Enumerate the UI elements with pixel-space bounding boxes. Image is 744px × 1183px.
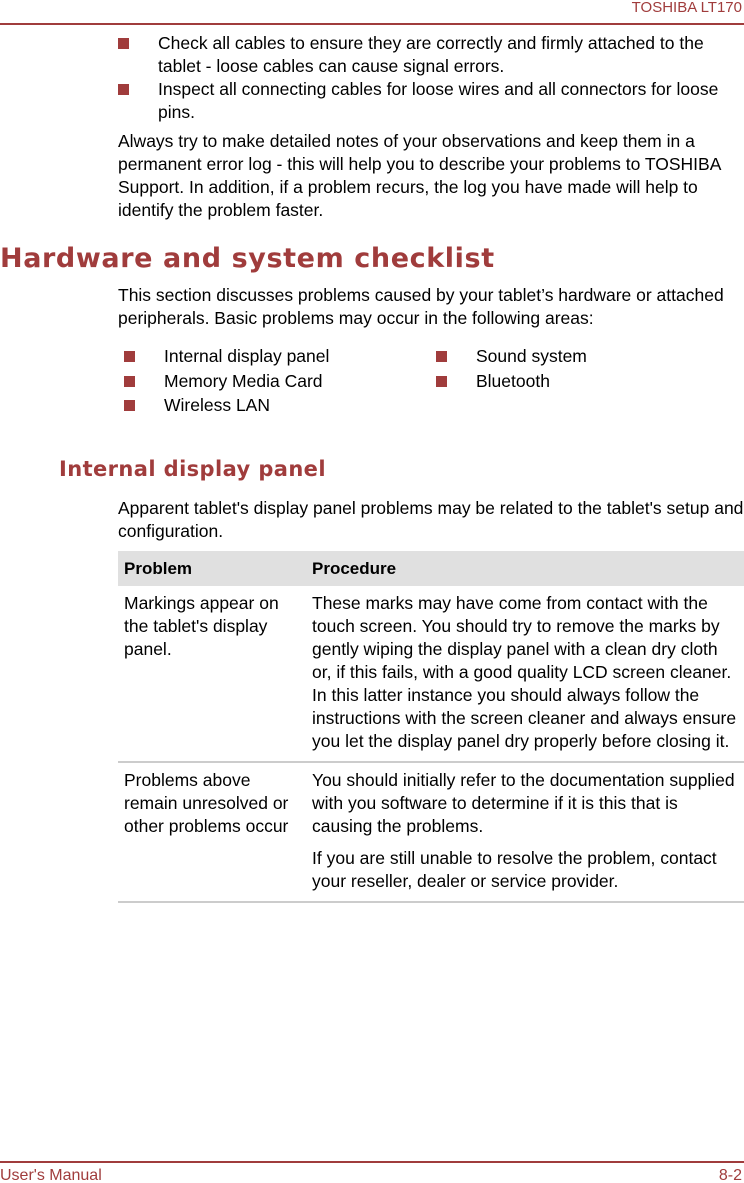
procedure-cell [306, 762, 744, 902]
list-item [124, 369, 329, 394]
procedure-text: These marks may have come from contact with the touch screen. You should try to remove the marks by gently wiping the display panel with a clean dry cloth or, if this fails, with a good quality LCD screen cleaner. In this latter instance you should always follow the instructions with the screen cleaner and always ensure you let the display panel dry properly before closing it. [312, 593, 737, 751]
header-rule [0, 23, 744, 25]
area-label: Wireless LAN [164, 395, 270, 415]
list-item [118, 78, 744, 124]
square-bullet-icon [118, 84, 129, 95]
footer-manual-title: User's Manual [0, 1167, 102, 1183]
list-item-text: Check all cables to ensure they are correctly and firmly attached to the tablet - loose cables can cause signal errors. [158, 33, 704, 76]
subsection-intro: Apparent tablet's display panel problems may be related to the tablet's setup and configuration. [118, 498, 744, 541]
section-heading: Hardware and system checklist [0, 243, 495, 274]
footer-rule [0, 1161, 744, 1163]
list-item [436, 344, 587, 369]
area-label: Internal display panel [164, 346, 330, 366]
error-log-paragraph: Always try to make detailed notes of your observations and keep them in a permanent error log - this will help you to describe your problems to TOSHIBA Support. In addition, if a problem recurs, the log you have made will help to identify the problem faster. [118, 131, 721, 220]
square-bullet-icon [124, 376, 135, 387]
list-item-text: Inspect all connecting cables for loose wires and all connectors for loose pins. [158, 79, 719, 122]
square-bullet-icon [436, 376, 447, 387]
section-intro: This section discusses problems caused by your tablet’s hardware or attached peripherals. Basic problems may occur in the following areas: [118, 285, 724, 328]
list-item [124, 344, 329, 369]
area-label: Bluetooth [476, 370, 550, 391]
square-bullet-icon [124, 400, 135, 411]
procedure-text: If you are still unable to resolve the problem, contact your reseller, dealer or service provider. [312, 848, 717, 891]
square-bullet-icon [436, 351, 447, 362]
list-item [436, 369, 587, 394]
list-item [118, 32, 744, 78]
cable-check-list [118, 32, 744, 124]
subsection-heading: Internal display panel [59, 457, 326, 481]
troubleshooting-table [118, 551, 744, 903]
running-header-title: TOSHIBA LT170 [631, 0, 742, 16]
square-bullet-icon [118, 38, 129, 49]
column-header-procedure: Procedure [306, 551, 744, 586]
page-number: 8-2 [718, 1167, 742, 1183]
problem-cell: Problems above remain unresolved or other problems occur [118, 762, 306, 902]
table-row [118, 762, 744, 902]
problem-cell: Markings appear on the tablet's display panel. [118, 586, 306, 762]
problem-areas-column-2 [436, 344, 587, 393]
procedure-cell [306, 586, 744, 762]
list-item [124, 393, 329, 418]
table-header-row [118, 551, 744, 586]
area-label: Sound system [476, 346, 587, 366]
problem-areas-column-1 [124, 344, 329, 418]
area-label: Memory Media Card [164, 370, 323, 391]
square-bullet-icon [124, 351, 135, 362]
table-row [118, 586, 744, 762]
procedure-text: You should initially refer to the documentation supplied with you software to determine if it is this that is causing the problems. [312, 770, 735, 836]
column-header-problem: Problem [118, 551, 306, 586]
